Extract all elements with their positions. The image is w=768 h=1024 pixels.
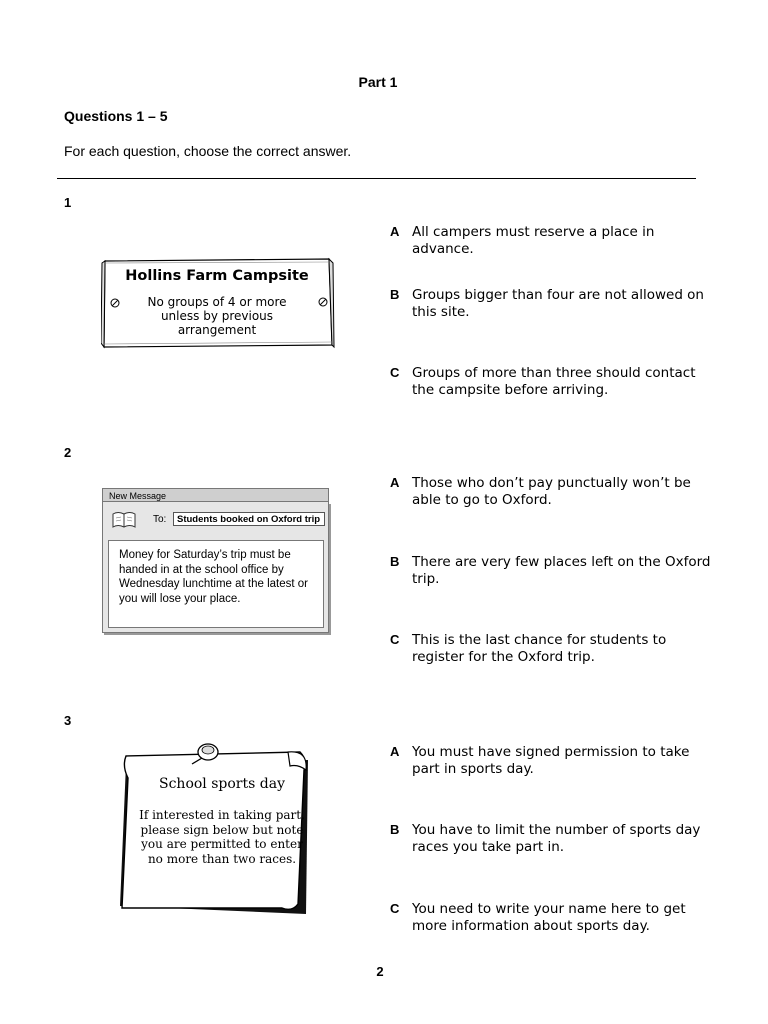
address-book-icon bbox=[111, 511, 137, 529]
page-number: 2 bbox=[376, 964, 384, 979]
option-letter: A bbox=[390, 224, 400, 239]
email-message-text: Money for Saturday’s trip must be handed in at the school office by Wednesday lunchtime at the latest or you will lose your place. bbox=[108, 540, 324, 628]
option-text: This is the last chance for students to register for the Oxford trip. bbox=[412, 632, 667, 665]
sports-day-notice bbox=[112, 738, 322, 920]
question-number: 1 bbox=[64, 195, 72, 210]
option-letter: B bbox=[390, 822, 400, 837]
option-text: There are very few places left on the Oxford trip. bbox=[412, 554, 711, 587]
option-text: Groups of more than three should contact the campsite before arriving. bbox=[412, 365, 696, 398]
option-letter: B bbox=[390, 554, 400, 569]
notice-title: School sports day bbox=[159, 776, 285, 792]
option-text: Groups bigger than four are not allowed on this site. bbox=[412, 287, 704, 320]
question-number: 3 bbox=[64, 713, 72, 728]
instruction-text: For each question, choose the correct answer. bbox=[64, 143, 352, 159]
email-message-window bbox=[102, 488, 330, 636]
option-letter: A bbox=[390, 744, 400, 759]
option-letter: C bbox=[390, 901, 400, 916]
questions-range: Questions 1 – 5 bbox=[64, 108, 168, 124]
option-text: All campers must reserve a place in advance. bbox=[412, 224, 655, 257]
option-text: You must have signed permission to take part in sports day. bbox=[412, 744, 690, 777]
option-text: Those who don’t pay punctually won’t be able to go to Oxford. bbox=[412, 475, 691, 508]
email-body-panel bbox=[102, 502, 329, 633]
option-text: You need to write your name here to get more information about sports day. bbox=[412, 901, 686, 934]
option-letter: C bbox=[390, 365, 400, 380]
to-field: Students booked on Oxford trip bbox=[173, 512, 325, 526]
question-number: 2 bbox=[64, 445, 72, 460]
option-letter: C bbox=[390, 632, 400, 647]
sign-body: No groups of 4 or more unless by previous arrangement bbox=[147, 295, 287, 337]
email-window-title: New Message bbox=[102, 488, 329, 502]
option-letter: B bbox=[390, 287, 400, 302]
campsite-sign bbox=[101, 257, 333, 349]
part-title: Part 1 bbox=[358, 74, 398, 90]
option-letter: A bbox=[390, 475, 400, 490]
option-text: You have to limit the number of sports day races you take part in. bbox=[412, 822, 701, 855]
notice-body: If interested in taking part, please sign below but note you are permitted to enter no more than two races. bbox=[139, 808, 305, 866]
to-label: To: bbox=[153, 514, 167, 525]
sign-title: Hollins Farm Campsite bbox=[125, 268, 309, 284]
divider-line bbox=[57, 178, 696, 179]
